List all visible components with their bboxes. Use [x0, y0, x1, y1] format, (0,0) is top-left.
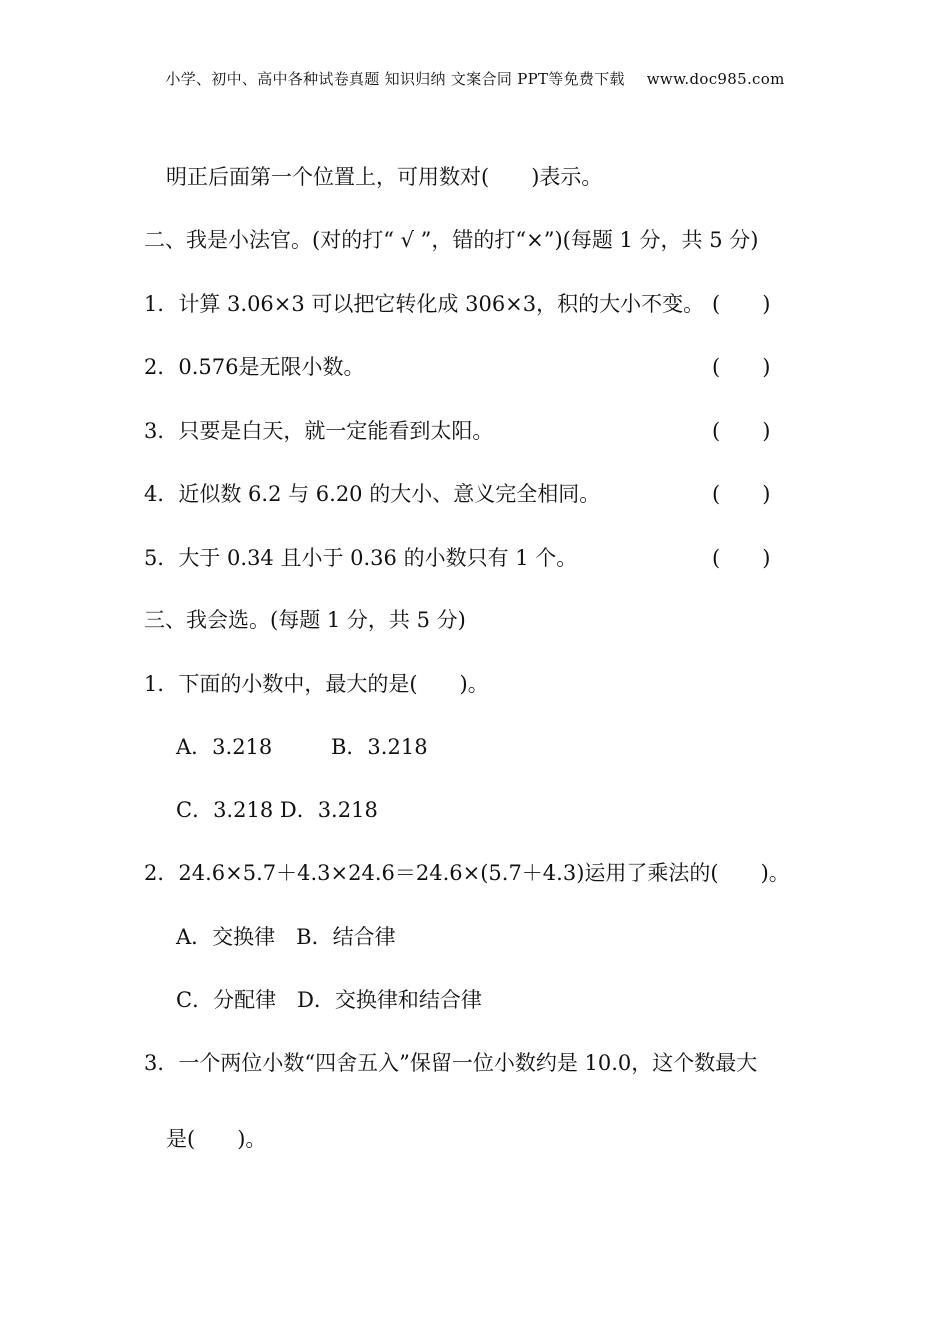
choice-question-3: 3．一个两位小数“四舍五入”保留一位小数约是 10.0，这个数最大: [144, 1051, 758, 1075]
q1-option-a: A．3.218: [176, 735, 273, 759]
section-3-title: 三、我会选。(每题 1 分，共 5 分): [144, 608, 466, 632]
q2-options-c-d: C．分配律 D．交换律和结合律: [176, 988, 482, 1012]
tf-answer-blank-2[interactable]: ( ): [712, 355, 771, 379]
choice-question-2: 2．24.6×5.7＋4.3×24.6＝24.6×(5.7＋4.3)运用了乘法的( )。: [144, 861, 790, 885]
tf-question-2: 2．0.576是无限小数。: [144, 355, 365, 379]
header-site: www.doc985.com: [646, 70, 785, 88]
tf-answer-blank-1[interactable]: ( ): [712, 292, 771, 316]
q1-option-b: B．3.218: [331, 735, 428, 759]
q1-options-c-d: C．3.218 D．3.218: [176, 798, 378, 822]
page-header: [0, 68, 950, 89]
choice-question-3-continuation: 是( )。: [166, 1127, 267, 1151]
tf-question-5: 5．大于 0.34 且小于 0.36 的小数只有 1 个。: [144, 546, 578, 570]
tf-question-3: 3．只要是白天，就一定能看到太阳。: [144, 419, 494, 443]
continuation-text: 明正后面第一个位置上，可用数对( )表示。: [166, 165, 603, 189]
tf-answer-blank-3[interactable]: ( ): [712, 419, 771, 443]
tf-question-4: 4．近似数 6.2 与 6.20 的大小、意义完全相同。: [144, 482, 601, 506]
tf-answer-blank-5[interactable]: ( ): [712, 546, 771, 570]
q2-options-a-b: A．交换律 B．结合律: [176, 925, 396, 949]
tf-question-1: 1．计算 3.06×3 可以把它转化成 306×3，积的大小不变。: [144, 292, 705, 316]
choice-question-1: 1．下面的小数中，最大的是( )。: [144, 672, 489, 696]
tf-answer-blank-4[interactable]: ( ): [712, 482, 771, 506]
section-2-title: 二、我是小法官。(对的打“ √ ”，错的打“×”)(每题 1 分，共 5 分): [144, 228, 759, 252]
header-text: 小学、初中、高中各种试卷真题 知识归纳 文案合同 PPT等免费下载: [165, 70, 625, 88]
